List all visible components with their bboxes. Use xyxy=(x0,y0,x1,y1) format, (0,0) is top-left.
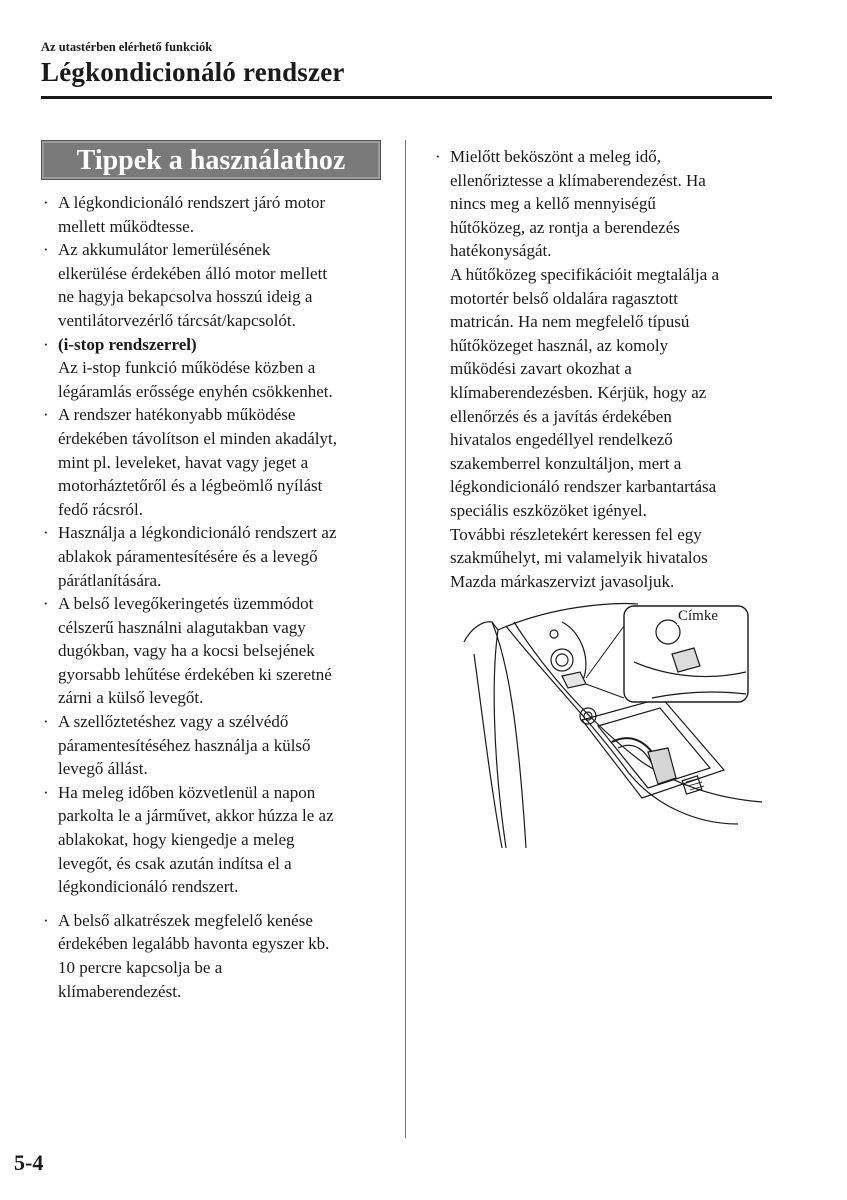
tips-right-column xyxy=(433,145,773,593)
tip-item xyxy=(41,403,391,521)
tip-line: hűtőközeget használ, az komoly xyxy=(450,335,669,355)
tip-line: dugókban, vagy ha a kocsi belsejének xyxy=(58,641,315,661)
tip-line: hűtőközeg, az rontja a berendezés xyxy=(450,217,680,237)
tip-line: A belső levegőkeringetés üzemmódot xyxy=(58,594,314,614)
engine-bay-label-figure xyxy=(462,602,772,848)
bullet: · xyxy=(43,910,49,930)
tip-line: működési zavart okozhat a xyxy=(450,359,632,379)
tip-line: hatékonyságát. xyxy=(450,241,552,261)
tip-item xyxy=(41,238,391,332)
tip-line: ellenőrzés és a javítás érdekében xyxy=(450,406,672,426)
tip-line: A belső alkatrészek megfelelő kenése xyxy=(58,910,313,930)
tip-line: ventilátorvezérlő tárcsát/kapcsolót. xyxy=(58,310,296,330)
tip-line: nincs meg a kellő mennyiségű xyxy=(450,194,656,214)
tip-item xyxy=(41,521,391,592)
tip-line: A hűtőközeg specifikációit megtalálja a xyxy=(450,264,720,284)
section-label: Az utastérben elérhető funkciók xyxy=(41,40,213,54)
tip-line: levegő állást. xyxy=(58,759,148,779)
fender-line xyxy=(474,654,502,848)
tip-line: További részletekért keressen fel egy xyxy=(450,524,702,544)
tip-line: légkondicionáló rendszert. xyxy=(58,877,239,897)
tip-line: mint pl. leveleket, havat vagy jeget a xyxy=(58,452,309,472)
tip-line: ne hagyja bekapcsolva hosszú ideig a xyxy=(58,287,313,307)
tip-line: ellenőriztesse a klímaberendezést. Ha xyxy=(450,170,706,190)
bullet: · xyxy=(435,147,441,166)
tip-line: parkolta le a járművet, akkor húzza le az xyxy=(58,806,334,826)
tip-line: Az i-stop funkció működése közben a xyxy=(58,358,316,378)
component-box-inner xyxy=(598,708,710,788)
tip-line: mellett működtesse. xyxy=(58,216,194,236)
tip-line: Ha meleg időben közvetlenül a napon xyxy=(58,782,316,802)
callout-label: Címke xyxy=(678,608,718,624)
tip-line: érdekében távolítson el minden akadályt, xyxy=(58,428,337,448)
tip-line: Mazda márkaszervizt javasoljuk. xyxy=(450,571,675,591)
title-rule xyxy=(41,96,772,99)
tip-item xyxy=(41,191,391,238)
tip-line: légáramlás erőssége enyhén csökkenhet. xyxy=(58,381,333,401)
bullet: · xyxy=(43,523,49,543)
component-box xyxy=(582,698,724,798)
bullet: · xyxy=(43,594,49,614)
tip-line: szakemberrel konzultáljon, mert a xyxy=(450,453,682,473)
tip-item xyxy=(41,592,391,710)
callout-leader xyxy=(586,626,624,698)
tips-left-column xyxy=(41,191,391,1003)
tip-line: érdekében legalább havonta egyszer kb. xyxy=(58,934,330,954)
tip-line: levegőt, és csak azután indítsa el a xyxy=(58,853,292,873)
tip-line: Az akkumulátor lemerülésének xyxy=(58,240,271,260)
tip-line: klímaberendezést. xyxy=(58,981,182,1001)
tip-line: klímaberendezésben. Kérjük, hogy az xyxy=(450,382,707,402)
tip-line: célszerű használni alagutakban vagy xyxy=(58,617,306,637)
tips-heading: Tippek a használathoz xyxy=(41,140,381,180)
bullet: · xyxy=(43,405,49,425)
tip-line: gyorsabb lehűtése érdekében ki szeretné xyxy=(58,664,332,684)
engine-bay-illustration xyxy=(462,602,772,848)
tip-line: speciális eszközöket igényel. xyxy=(450,500,647,520)
tip-line: Mielőtt beköszönt a meleg idő, xyxy=(450,147,662,166)
tip-line: fedő rácsról. xyxy=(58,499,143,519)
tip-line: motortér belső oldalára ragasztott xyxy=(450,288,678,308)
bullet: · xyxy=(43,240,49,260)
tip-line: 10 percre kapcsolja be a xyxy=(58,958,223,977)
tip-line: A rendszer hatékonyabb működése xyxy=(58,405,296,425)
tip-line: páramentesítéséhez használja a külső xyxy=(58,735,311,755)
bullet: · xyxy=(43,193,49,212)
tip-item xyxy=(41,781,391,899)
strut-cap-inner xyxy=(556,654,568,666)
tip-line: motorháztetőről és a légbeömlő nyílást xyxy=(58,476,323,496)
label-sticker xyxy=(562,672,586,688)
tip-line: A szellőztetéshez vagy a szélvédő xyxy=(58,712,289,732)
tip-item xyxy=(41,710,391,781)
tip-line: Használja a légkondicionáló rendszert az xyxy=(58,523,337,543)
tip-line: hivatalos engedéllyel rendelkező xyxy=(450,430,673,450)
tip-line: A légkondicionáló rendszert járó motor xyxy=(58,193,326,212)
tip-item xyxy=(433,145,773,593)
chapter-title: Légkondicionáló rendszer xyxy=(41,57,345,87)
tip-line: elkerülése érdekében álló motor mellett xyxy=(58,263,328,283)
tip-line: szakműhelyt, mi valamelyik hivatalos xyxy=(450,548,708,568)
tip-subheading: (i-stop rendszerrel) xyxy=(58,334,197,354)
tip-line: zárni a külső levegőt. xyxy=(58,688,204,708)
bullet: · xyxy=(43,334,49,354)
tip-item xyxy=(41,909,391,1003)
fender-inner-line xyxy=(492,622,526,848)
column-divider xyxy=(405,140,406,1138)
tip-line: ablakok páramentesítésére és a levegő xyxy=(58,546,318,566)
bracket xyxy=(648,748,676,784)
tip-line: matricán. Ha nem megfelelő típusú xyxy=(450,312,690,332)
tip-line: légkondicionáló rendszer karbantartása xyxy=(450,477,717,497)
bullet: · xyxy=(43,782,49,802)
tip-item xyxy=(41,333,391,404)
page-number: 5-4 xyxy=(14,1150,44,1175)
strut-cap xyxy=(551,649,573,671)
tip-line: párátlanítására. xyxy=(58,570,162,590)
small-plug xyxy=(550,630,558,638)
bullet: · xyxy=(43,712,49,732)
tip-line: ablakokat, hogy kiengedje a meleg xyxy=(58,830,295,850)
